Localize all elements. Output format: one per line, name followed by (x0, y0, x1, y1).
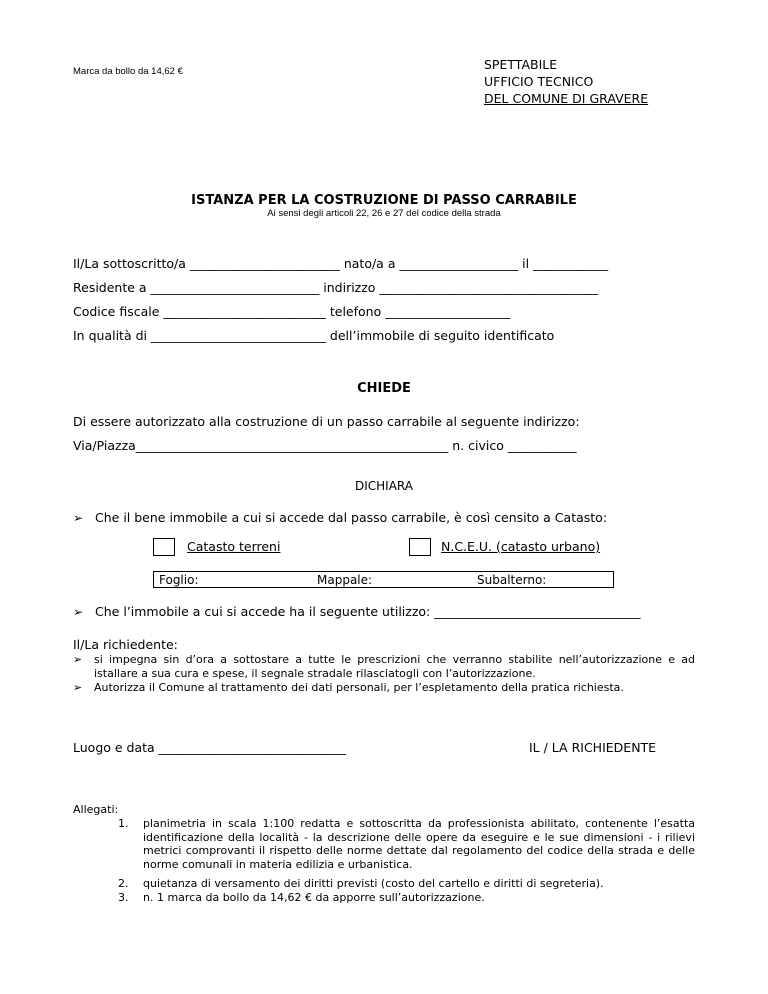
attachment-item-1 (118, 817, 695, 871)
attachment-text-3: n. 1 marca da bollo da 14,62 € da apporre sull’autorizzazione. (143, 891, 485, 904)
attachment-number-3: 3. (118, 891, 129, 904)
commitment-text-1: si impegna sin d’ora a sottostare a tutte le prescrizioni che verranno stabilite nell’autorizzazione e ad istallare a sua cura e spese, il segnale stradale rilasciatogli con l’autorizzazione. (94, 653, 695, 680)
addressee-line-3: DEL COMUNE DI GRAVERE (484, 91, 649, 106)
attachments-label: Allegati: (73, 803, 119, 816)
tax-code-line[interactable]: Codice fiscale __________________________ telefono ____________________ (73, 304, 511, 319)
chiede-heading: CHIEDE (357, 381, 411, 396)
attachment-number-2: 2. (118, 877, 129, 890)
document-subtitle: Ai sensi degli articoli 22, 26 e 27 del codice della strada (267, 208, 501, 219)
attachment-item-3 (118, 891, 695, 905)
place-date-line[interactable]: Luogo e data ______________________________ (73, 740, 347, 755)
document-title: ISTANZA PER LA COSTRUZIONE DI PASSO CARRABILE (191, 193, 577, 208)
arrow-bullet-icon: ➢ (73, 605, 84, 619)
usage-bullet-text: Che l’immobile a cui si accede ha il seguente utilizzo: _________________________________ (95, 604, 641, 619)
commitment-item-2 (73, 681, 695, 695)
capacity-line[interactable]: In qualità di ____________________________ dell’immobile di seguito identificato (73, 328, 555, 343)
addressee-block (484, 56, 648, 107)
subalterno-field: Subalterno: (477, 573, 547, 587)
attachment-number-1: 1. (118, 817, 129, 830)
foglio-field: Foglio: (159, 573, 199, 587)
cadastre-bullet (73, 510, 607, 525)
arrow-bullet-icon: ➢ (73, 681, 83, 694)
commitment-text-2: Autorizza il Comune al trattamento dei dati personali, per l’espletamento della pratica richiesta. (94, 681, 624, 694)
checkbox-catasto-terreni-label: Catasto terreni (187, 539, 281, 554)
applicant-name-line[interactable]: Il/La sottoscritto/a ________________________ nato/a a ___________________ il ____________ (73, 256, 609, 271)
arrow-bullet-icon: ➢ (73, 511, 84, 525)
cadastre-bullet-text: Che il bene immobile a cui si accede dal passo carrabile, è così censito a Catasto: (95, 510, 608, 525)
attachment-text-2: quietanza di versamento dei diritti previsti (costo del cartello e diritti di segreteria). (143, 877, 604, 890)
stamp-note: Marca da bollo da 14,62 € (73, 66, 183, 77)
addressee-line-1: SPETTABILE (484, 57, 558, 72)
checkbox-catasto-terreni[interactable] (153, 538, 175, 556)
checkbox-nceu[interactable] (409, 538, 431, 556)
checkbox-nceu-label: N.C.E.U. (catasto urbano) (441, 539, 601, 554)
residence-line[interactable]: Residente a ___________________________ indirizzo ___________________________________ (73, 280, 599, 295)
addressee-line-2: UFFICIO TECNICO (484, 74, 594, 89)
signature-label: IL / LA RICHIEDENTE (529, 740, 657, 755)
arrow-bullet-icon: ➢ (73, 653, 83, 666)
usage-bullet[interactable] (73, 604, 640, 619)
dichiara-heading: DICHIARA (355, 479, 413, 493)
mappale-field: Mappale: (317, 573, 373, 587)
richiedente-label: Il/La richiedente: (73, 637, 178, 652)
request-text: Di essere autorizzato alla costruzione di un passo carrabile al seguente indirizzo: (73, 414, 580, 429)
commitment-item-1 (73, 653, 695, 680)
address-line[interactable]: Via/Piazza__________________________________________________ n. civico ___________ (73, 438, 577, 453)
attachment-item-2 (118, 877, 695, 891)
cadastre-fields-box[interactable] (153, 571, 614, 588)
attachment-text-1: planimetria in scala 1:100 redatta e sottoscritta da professionista abilitato, contenente l’esatta identificazione della località - la descrizione delle opere da eseguire e le sue dimensioni - i rilievi metrici comprovanti il rispetto delle norme dettate dal regolamento del codice della strada e delle norme comunali in materia edilizia e urbanistica. (143, 817, 695, 871)
